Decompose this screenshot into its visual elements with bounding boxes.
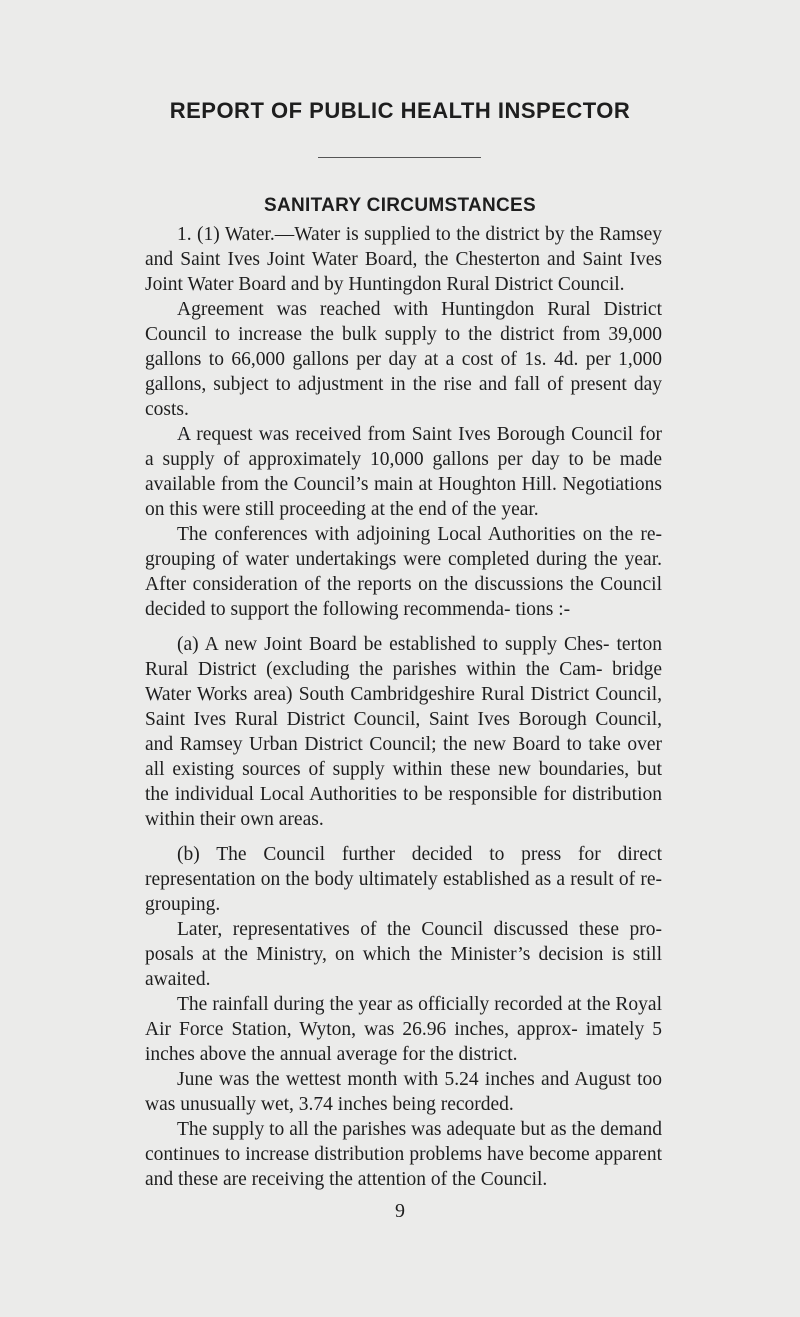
paragraph-water-supply: 1. (1) Water.—Water is supplied to the district by the Ramsey and Saint Ives Joint Water Board, the Chesterton and Saint Ives Joint Water Board and by Huntingdon Rural District Council. [145,224,662,295]
page-number: 9 [395,1200,405,1222]
report-title: REPORT OF PUBLIC HEALTH INSPECTOR [169,98,631,123]
section-heading: SANITARY CIRCUMSTANCES [264,195,536,216]
title-divider [318,157,481,158]
paragraph-recommendation-a: (a) A new Joint Board be established to supply Ches- terton Rural District (excluding the parishes within the Cam- bridge Water Works area) South Cambridgeshire Rural District Council, Saint Ives Rural District Council, Saint Ives Borough Council, and Ramsey Urban District Council; the new Board to take over all existing sources of supply within these new boundaries, but the individual Local Authorities to be responsible for distribution within their own areas. [145,634,662,830]
paragraph-bulk-supply: Agreement was reached with Huntingdon Rural District Council to increase the bulk supply to the district from 39,000 gallons to 66,000 gallons per day at a cost of 1s. 4d. per 1,000 gallons, subject to adjustment in the rise and fall of present day costs. [145,299,662,420]
paragraph-distribution: The supply to all the parishes was adequate but as the demand continues to increase distribution problems have become apparent and these are receiving the attention of the Council. [145,1119,662,1190]
paragraph-wettest-month: June was the wettest month with 5.24 inches and August too was unusually wet, 3.74 inches being recorded. [145,1069,662,1115]
report-body [145,222,662,1192]
paragraph-ministry: Later, representatives of the Council discussed these pro- posals at the Ministry, on which the Minister’s decision is still awaited. [145,919,662,990]
paragraph-regrouping: The conferences with adjoining Local Authorities on the re-grouping of water undertakings were completed during the year. After consideration of the reports on the discussions the Council decided to support the following recommenda- tions :- [145,524,662,620]
paragraph-rainfall: The rainfall during the year as officially recorded at the Royal Air Force Station, Wyton, was 26.96 inches, approx- imately 5 inches above the annual average for the district. [145,994,662,1065]
paragraph-borough-request: A request was received from Saint Ives Borough Council for a supply of approximately 10,000 gallons per day to be made available from the Council’s main at Houghton Hill. Negotiations on this were still proceeding at the end of the year. [145,424,662,520]
paragraph-recommendation-b: (b) The Council further decided to press for direct representation on the body ultimately established as a result of re-grouping. [145,844,662,915]
